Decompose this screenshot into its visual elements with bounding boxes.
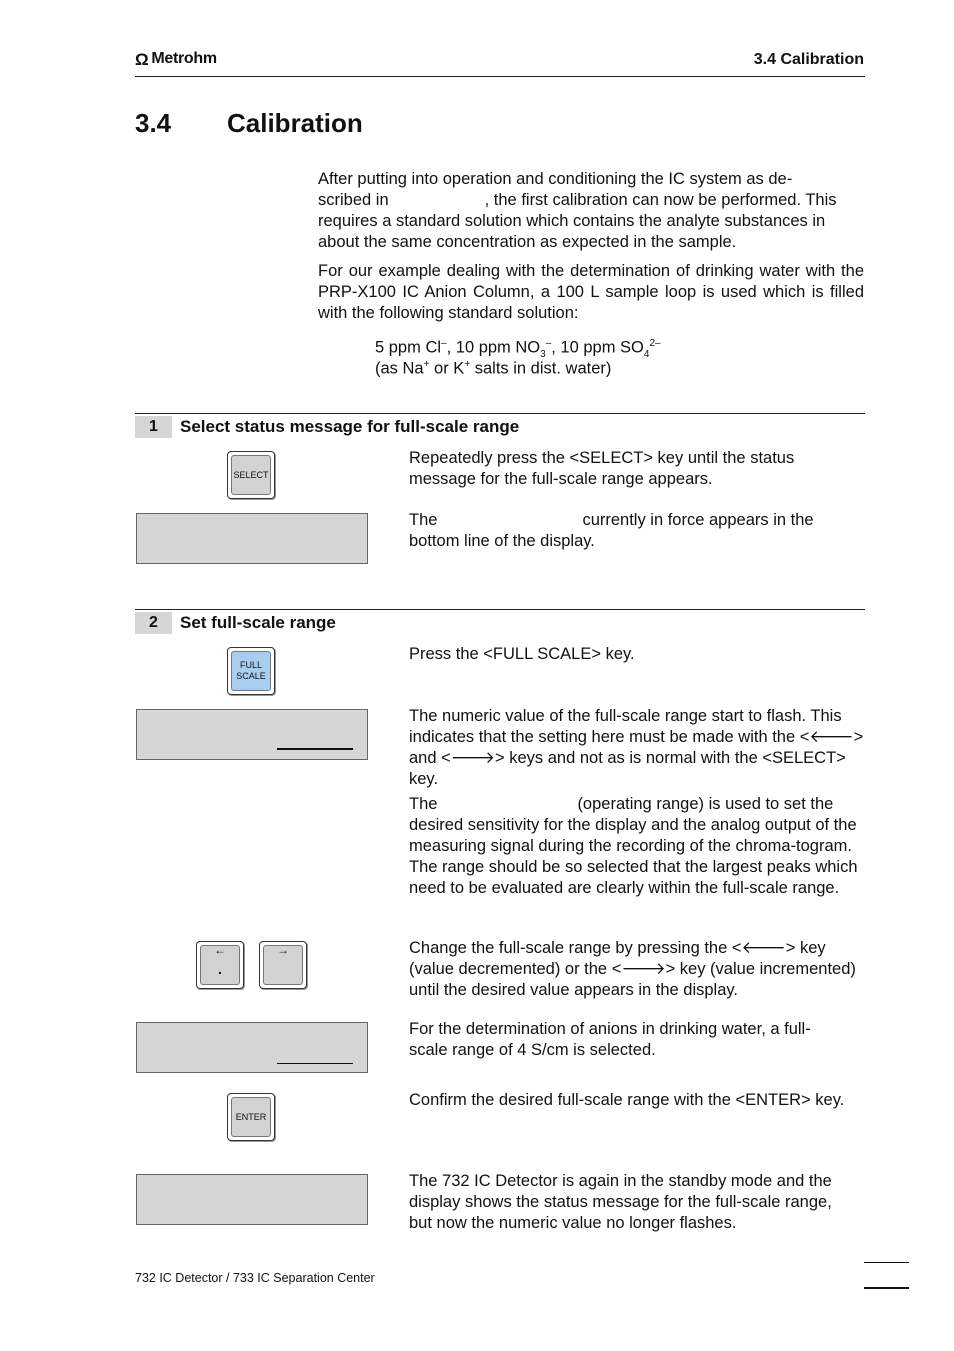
step-1-description: Repeatedly press the <SELECT> key until the status message for the full-scale range appears. bbox=[409, 449, 795, 488]
metrohm-omega-icon: Ω bbox=[135, 49, 149, 69]
right-arrow-glyph: → bbox=[277, 943, 289, 957]
step-1-number: 1 bbox=[135, 416, 172, 438]
full-scale-key-icon bbox=[227, 647, 275, 695]
left-arrow-key-icon bbox=[196, 941, 244, 989]
step-2-divider bbox=[135, 609, 865, 610]
step-1-display-description: The currently in force appears in the bottom line of the display. bbox=[409, 511, 814, 550]
step-1-title: Select status message for full-scale range bbox=[180, 417, 520, 436]
range-description: The (operating range) is used to set the desired sensitivity for the display and the analog output of the measuring signal during the recording of the chroma-togram. The range should be so selected that the largest peaks which need to be evaluated are clearly within the full-scale range. bbox=[409, 795, 858, 897]
confirm-description: Confirm the desired full-scale range with the <ENTER> key. bbox=[409, 1091, 845, 1109]
right-arrow-key-icon bbox=[259, 941, 307, 989]
intro-paragraph-1: After putting into operation and conditioning the IC system as de- scribed in , the first calibration can now be performed. This requires a standard solution which contains the analyte substances in about the same concentration as expected in the sample. bbox=[318, 170, 837, 251]
select-key-label: SELECT bbox=[231, 455, 271, 495]
left-arrow-glyph: ← bbox=[214, 943, 226, 957]
anions-description: For the determination of anions in drinking water, a full-scale range of 4 S/cm is selected. bbox=[409, 1020, 811, 1059]
step-1-divider bbox=[135, 413, 865, 414]
standard-solution-formula: 5 ppm Cl–, 10 ppm $NO_3^-$, 10 ppm $SO_4^{2-}$ bbox=[375, 338, 661, 360]
footer-page-line-bottom bbox=[864, 1287, 909, 1289]
flashing-value-underline bbox=[277, 748, 353, 750]
lcd-display-4 bbox=[136, 1174, 368, 1225]
step-2-title: Set full-scale range bbox=[180, 613, 336, 632]
footer-text: 732 IC Detector / 733 IC Separation Center bbox=[135, 1271, 375, 1285]
footer-page-line-top bbox=[864, 1262, 909, 1263]
section-number: 3.4 bbox=[135, 108, 172, 138]
enter-key-icon bbox=[227, 1093, 275, 1141]
decimal-point-glyph: . bbox=[218, 961, 222, 977]
standby-description: The 732 IC Detector is again in the standby mode and the display shows the status message for the full-scale range, but now the numeric value no longer flashes. bbox=[409, 1172, 832, 1232]
change-range-description: Change the full-scale range by pressing the <🡐> key (value decremented) or the <🡒> key (value incremented) until the desired value appears in the display. bbox=[409, 939, 856, 999]
value-underline bbox=[277, 1063, 353, 1064]
section-title: Calibration bbox=[227, 108, 363, 138]
brand-logo bbox=[135, 50, 217, 68]
lcd-display-2 bbox=[136, 709, 368, 760]
standard-solution-note: (as Na+ or K+ salts in dist. water) bbox=[375, 359, 612, 378]
flash-description: The numeric value of the full-scale range start to flash. This indicates that the setting here must be made with the <🡐> and <🡒> keys and not as is normal with the <SELECT> key. bbox=[409, 707, 864, 788]
header-divider bbox=[135, 76, 865, 77]
full-scale-key-label: FULL SCALE bbox=[231, 651, 271, 691]
brand-name: Metrohm bbox=[151, 50, 217, 67]
page-title bbox=[135, 108, 363, 139]
enter-key-label: ENTER bbox=[231, 1097, 271, 1137]
intro-paragraph-2: For our example dealing with the determination of drinking water with the PRP-X100 IC Anion Column, a 100 L sample loop is used which is filled with the following standard solution: bbox=[318, 262, 864, 322]
press-full-scale-text: Press the <FULL SCALE> key. bbox=[409, 645, 635, 663]
step-2-number: 2 bbox=[135, 612, 172, 634]
lcd-display-1 bbox=[136, 513, 368, 564]
header-section: 3.4 Calibration bbox=[753, 51, 864, 68]
lcd-display-3 bbox=[136, 1022, 368, 1073]
select-key-icon bbox=[227, 451, 275, 499]
